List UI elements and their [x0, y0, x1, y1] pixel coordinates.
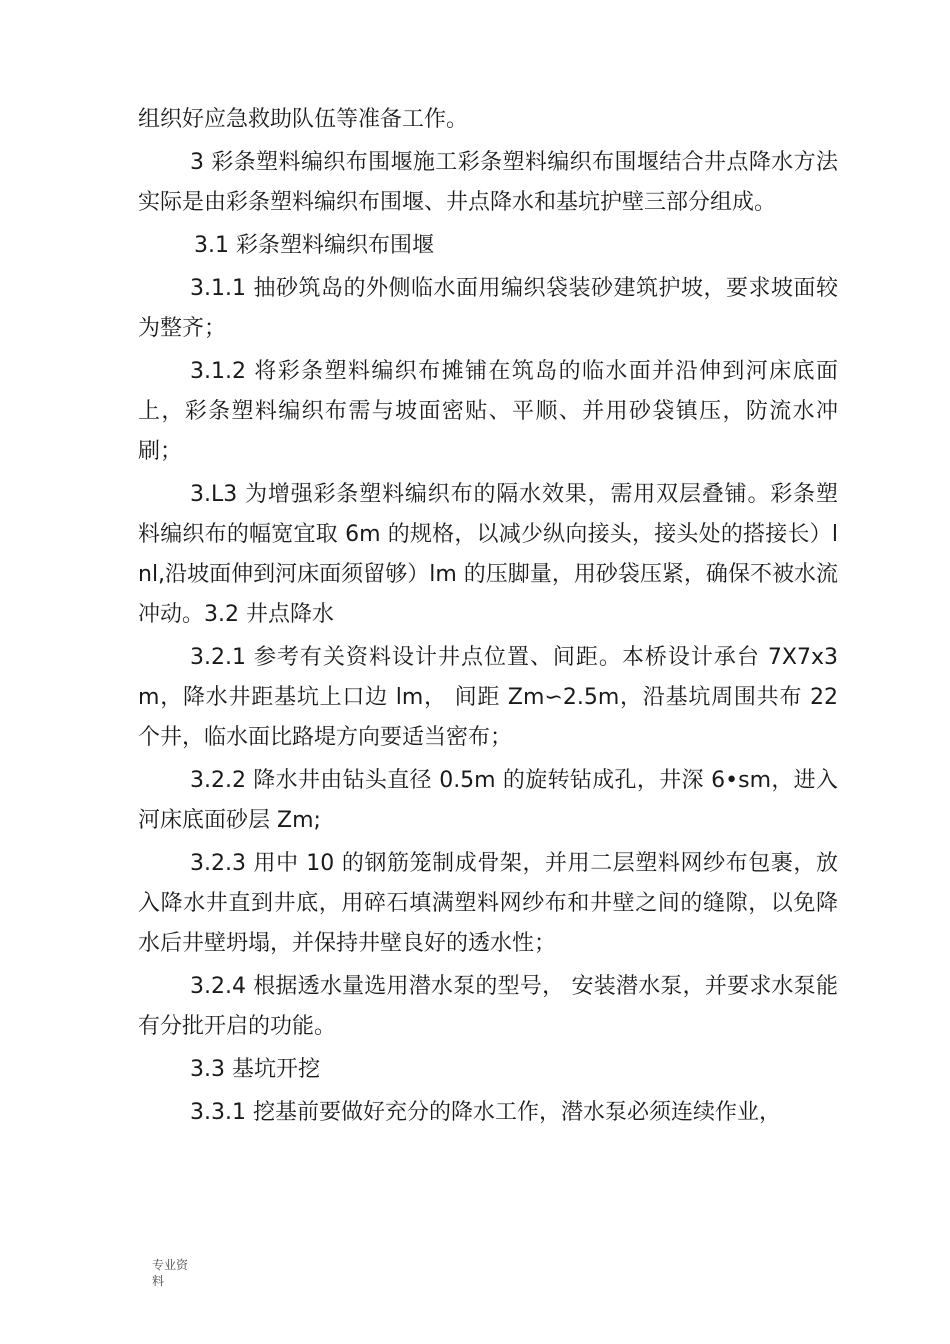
paragraph-3-1-1: 3.1.1 抽砂筑岛的外侧临水面用编织袋装砂建筑护坡，要求坡面较为整齐；	[138, 276, 838, 341]
paragraph-3-2-1: 3.2.1 参考有关资料设计井点位置、间距。本桥设计承台 7X7x3m，降水井距基坑上口边 lm， 间距 Zm∽2.5m，沿基坑周围共布 22 个井，临水面比路堤方向要适当密布；	[138, 645, 838, 750]
paragraph-3-2-2: 3.2.2 降水井由钻头直径 0.5m 的旋转钻成孔，井深 6•sm，进入河床底面砂层 Zm;	[138, 768, 838, 833]
document-body	[138, 100, 838, 1133]
paragraph-3-1-3: 3.L3 为增强彩条塑料编织布的隔水效果，需用双层叠铺。彩条塑料编织布的幅宽宜取 6m 的规格，以减少纵向接头，接头处的搭接长）lnl,沿坡面伸到河床面须留够）lm 的压脚量，用砂袋压紧，确保不被水流冲动。3.2 井点降水	[138, 482, 838, 627]
footer-label: 专业资料	[152, 1258, 189, 1288]
heading-3-1: 3.1 彩条塑料编织布围堰	[194, 233, 434, 258]
paragraph-3-2-3: 3.2.3 用中 10 的钢筋笼制成骨架，并用二层塑料网纱布包裹，放入降水井直到井底，用碎石填满塑料网纱布和井壁之间的缝隙，以免降水后井壁坍塌，并保持井壁良好的透水性；	[138, 851, 838, 956]
paragraph-3-1-2: 3.1.2 将彩条塑料编织布摊铺在筑岛的临水面并沿伸到河床底面上，彩条塑料编织布需与坡面密贴、平顺、并用砂袋镇压，防流水冲刷；	[138, 359, 838, 464]
paragraph-3-2-4: 3.2.4 根据透水量选用潜水泵的型号， 安装潜水泵，并要求水泵能有分批开启的功能。	[138, 974, 838, 1039]
paragraph-3-3-1: 3.3.1 挖基前要做好充分的降水工作，潜水泵必须连续作业，	[190, 1100, 781, 1125]
heading-3-3: 3.3 基坑开挖	[190, 1057, 320, 1082]
paragraph-continuation: 组织好应急救助队伍等准备工作。	[138, 107, 469, 132]
paragraph-section-3: 3 彩条塑料编织布围堰施工彩条塑料编织布围堰结合井点降水方法实际是由彩条塑料编织布围堰、井点降水和基坑护壁三部分组成。	[138, 150, 838, 215]
